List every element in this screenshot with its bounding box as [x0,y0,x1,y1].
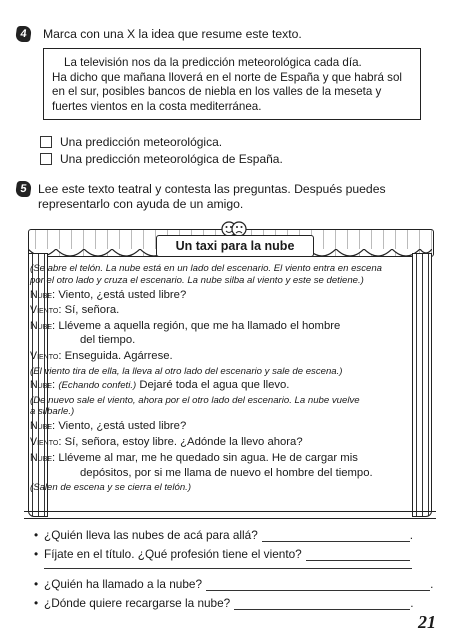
question-text: ¿Dónde quiere recargarse la nube? [44,596,231,610]
text-line: Ha dicho que mañana lloverá en el norte de España y que habrá sol [52,70,402,84]
question-3: • ¿Quién ha llamado a la nube? . [34,577,434,591]
answer-line[interactable] [206,580,430,591]
dialogue-line: Nube: Lléveme al mar, me he quedado sin agua. He de cargar mis [30,452,358,464]
dialogue-line: Viento: Enseguida. Agárrese. [30,350,173,362]
stage-direction: (Salen de escena y se cierra el telón.) [30,482,192,493]
speaker-name: Nube [30,452,53,464]
exercise-number-5: 5 [15,181,32,197]
exercise-number-4: 4 [15,26,32,42]
option-checkbox[interactable] [40,153,52,165]
exercise4-text [52,56,414,114]
answer-line-extra[interactable] [44,568,412,569]
question-4: • ¿Dónde quiere recargarse la nube? . [34,596,414,610]
dialogue-line: Viento: Sí, señora. [30,304,120,316]
dialogue-text: Viento, ¿está usted libre? [58,420,187,432]
text-line: en el sur, posibles bancos de niebla en los valles de la meseta y [52,85,382,99]
question-2: • Fíjate en el título. ¿Qué profesión tiene el viento? [34,547,410,561]
dialogue-continuation: del tiempo. [80,334,136,346]
dialogue-text: Lléveme a aquella región, que me ha llamado el hombre [58,320,341,332]
dialogue-text: Viento, ¿está usted libre? [58,289,187,301]
exercise5-instruction-line-1: Lee este texto teatral y contesta las preguntas. Después puedes [38,182,386,196]
dialogue-line: Nube: Viento, ¿está usted libre? [30,420,187,432]
speaker-name: Viento [30,436,59,448]
speaker-name: Nube [30,320,53,332]
right-curtain [412,253,432,517]
dialogue-line: Viento: Sí, señora, estoy libre. ¿Adónde la llevo ahora? [30,436,303,448]
speaker-name: Nube [30,379,53,391]
stage-direction: (Se abre el telón. La nube está en un lado del escenario. El viento entra en escena [30,263,383,274]
text-line: La televisión nos da la predicción meteorológica cada día. [64,56,362,69]
dialogue-continuation: depósitos, por si me llama de nuevo el hombre del tiempo. [80,467,373,479]
option-2[interactable] [40,152,283,166]
option-1[interactable] [40,135,222,149]
play-title: Un taxi para la nube [175,239,295,253]
exercise4-text-box [43,48,421,120]
option-label: Una predicción meteorológica. [60,135,223,149]
stage-direction: (De nuevo sale el viento, ahora por el otro lado del escenario. La nube vuelve [30,395,360,406]
exercise4-instruction: Marca con una X la idea que resume este texto. [43,27,302,41]
dialogue-line: Nube: Lléveme a aquella región, que me ha llamado el hombre [30,320,341,332]
play-title-plate [156,235,314,257]
dialogue-text: Dejaré toda el agua que llevo. [139,379,290,391]
stage-direction: a silbarle.) [30,406,75,417]
exercise5-instruction-line-2: representarlo con ayuda de un amigo. [38,197,244,211]
question-text: ¿Quién ha llamado a la nube? [44,577,203,591]
speaker-name: Nube [30,420,53,432]
option-checkbox[interactable] [40,136,52,148]
dialogue-line: Nube: Viento, ¿está usted libre? [30,289,187,301]
dialogue-line: Nube: (Echando confeti.) Dejaré toda el agua que llevo. [30,379,290,391]
speaker-name: Viento [30,304,59,316]
speaker-name: Nube [30,289,53,301]
text-line: fuertes vientos en la costa mediterránea. [52,99,262,113]
stage-direction: (El viento tira de ella, la lleva al otro lado del escenario y sale de escena.) [30,366,343,377]
option-label: Una predicción meteorológica de España. [60,152,283,166]
answer-line[interactable] [306,550,410,561]
answer-line[interactable] [262,531,410,542]
page-number: 21 [418,612,436,632]
question-1: • ¿Quién lleva las nubes de acá para allá? . [34,528,414,542]
dialogue-text: Enseguida. Agárrese. [64,350,173,362]
question-text: Fíjate en el título. ¿Qué profesión tiene el viento? [44,547,302,561]
dialogue-text: Lléveme al mar, me he quedado sin agua. He de cargar mis [58,452,358,464]
answer-line[interactable] [234,599,410,610]
speaker-name: Viento [30,350,59,362]
question-text: ¿Quién lleva las nubes de acá para allá? [44,528,258,542]
dialogue-text: Sí, señora, estoy libre. ¿Adónde la llevo ahora? [64,436,303,448]
inline-stage-direction: (Echando confeti.) [58,380,137,391]
dialogue-text: Sí, señora. [64,304,120,316]
stage-floor [24,511,436,519]
stage-direction: por el otro lado y cruza el escenario. La nube silba al viento y este se detiene.) [30,275,364,286]
